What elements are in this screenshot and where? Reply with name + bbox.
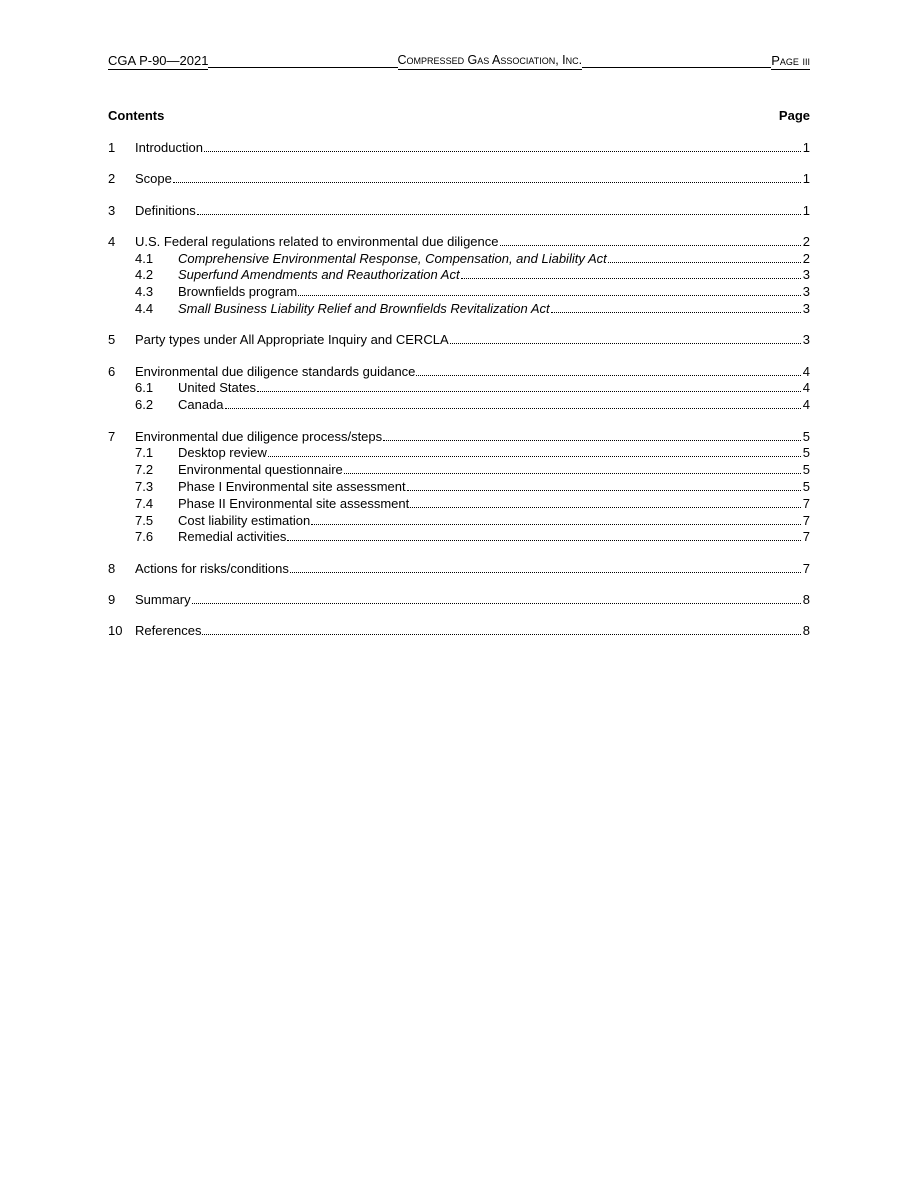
- dot-leader: [225, 397, 801, 409]
- section-title: Small Business Liability Relief and Brownfields Revitalization Act: [178, 301, 550, 317]
- section-page-number: 1: [802, 171, 810, 187]
- section-title: Introduction: [135, 140, 203, 155]
- toc-section-group: [108, 592, 810, 609]
- section-page-number: 7: [802, 529, 810, 545]
- section-page-number: 7: [802, 495, 810, 511]
- dot-leader: [268, 445, 801, 457]
- dot-leader: [204, 140, 801, 152]
- toc-subentry[interactable]: [108, 267, 810, 284]
- section-title: Environmental due diligence standards guidance: [135, 363, 416, 379]
- page-number: Page iii: [771, 53, 810, 68]
- page-column-heading: Page: [778, 108, 810, 123]
- section-title: Comprehensive Environmental Response, Compensation, and Liability Act: [178, 250, 607, 266]
- section-page-number: 7: [802, 512, 810, 528]
- contents-heading: Contents: [108, 108, 165, 123]
- toc-section-group: [108, 561, 810, 578]
- section-number: 6: [108, 363, 116, 379]
- section-page-number: 1: [802, 140, 810, 155]
- toc-subentry[interactable]: [108, 496, 810, 513]
- section-title: United States: [178, 380, 257, 396]
- toc-subentry[interactable]: [108, 529, 810, 546]
- toc-section-group: [108, 140, 810, 157]
- section-page-number: 7: [802, 560, 810, 576]
- page-header: [108, 54, 810, 70]
- toc-entry[interactable]: [108, 332, 810, 349]
- section-number: 8: [108, 560, 116, 576]
- section-number: 7.2: [135, 462, 154, 478]
- section-title: Remedial activities: [178, 529, 287, 545]
- section-title: Scope: [135, 171, 172, 187]
- contents-heading-row: [108, 108, 810, 123]
- toc-entry[interactable]: [108, 592, 810, 609]
- section-page-number: 5: [802, 428, 810, 444]
- section-number: 2: [108, 171, 116, 187]
- dot-leader: [461, 267, 801, 279]
- section-title: Cost liability estimation: [178, 512, 311, 528]
- document-code: CGA P-90—2021: [108, 53, 209, 68]
- toc-section-group: [108, 171, 810, 188]
- dot-leader: [551, 301, 801, 313]
- section-number: 6.1: [135, 380, 154, 396]
- toc-entry[interactable]: [108, 561, 810, 578]
- toc-subentry[interactable]: [108, 445, 810, 462]
- section-number: 4.1: [135, 250, 154, 266]
- section-number: 7.5: [135, 512, 154, 528]
- toc-subentry[interactable]: [108, 284, 810, 301]
- toc-section-group: [108, 203, 810, 220]
- toc-subentry[interactable]: [108, 301, 810, 318]
- section-page-number: 3: [802, 332, 810, 348]
- dot-leader: [257, 380, 801, 392]
- toc-section-group: [108, 623, 810, 640]
- section-title: Desktop review: [178, 445, 267, 461]
- section-title: Environmental questionnaire: [178, 462, 343, 478]
- dot-leader: [290, 561, 801, 573]
- section-number: 10: [108, 623, 123, 639]
- section-page-number: 5: [802, 445, 810, 461]
- header-rule: [208, 53, 397, 68]
- toc-subentry[interactable]: [108, 479, 810, 496]
- dot-leader: [202, 623, 801, 635]
- toc-entry[interactable]: [108, 234, 810, 251]
- section-title: References: [135, 623, 202, 639]
- dot-leader: [192, 592, 801, 604]
- publisher-name: Compressed Gas Association, Inc.: [398, 53, 583, 70]
- toc-entry[interactable]: [108, 171, 810, 188]
- section-title: Definitions: [135, 202, 196, 218]
- section-page-number: 3: [802, 301, 810, 317]
- section-number: 1: [108, 140, 116, 155]
- header-rule: [582, 53, 771, 68]
- section-page-number: 4: [802, 363, 810, 379]
- toc-subentry[interactable]: [108, 397, 810, 414]
- section-number: 4.4: [135, 301, 154, 317]
- dot-leader: [410, 496, 801, 508]
- section-page-number: 8: [802, 623, 810, 639]
- section-title: Party types under All Appropriate Inquiry and CERCLA: [135, 332, 449, 348]
- section-title: Actions for risks/conditions: [135, 560, 289, 576]
- section-number: 4.3: [135, 284, 154, 300]
- section-number: 7.4: [135, 495, 154, 511]
- section-title: Phase I Environmental site assessment: [178, 478, 406, 494]
- section-number: 5: [108, 332, 116, 348]
- section-title: Superfund Amendments and Reauthorization Act: [178, 267, 460, 283]
- section-page-number: 1: [802, 202, 810, 218]
- section-title: Environmental due diligence process/steps: [135, 428, 383, 444]
- section-page-number: 5: [802, 478, 810, 494]
- toc-section-group: [108, 429, 810, 547]
- dot-leader: [287, 529, 801, 541]
- dot-leader: [311, 513, 801, 525]
- toc-subentry[interactable]: [108, 251, 810, 268]
- dot-leader: [407, 479, 801, 491]
- section-page-number: 5: [802, 462, 810, 478]
- section-page-number: 3: [802, 284, 810, 300]
- section-number: 9: [108, 591, 116, 607]
- section-title: Summary: [135, 591, 191, 607]
- section-number: 7.1: [135, 445, 154, 461]
- section-number: 4: [108, 233, 116, 249]
- toc-entry[interactable]: [108, 623, 810, 640]
- toc-entry[interactable]: [108, 429, 810, 446]
- toc-entry[interactable]: [108, 364, 810, 381]
- toc-subentry[interactable]: [108, 462, 810, 479]
- toc-subentry[interactable]: [108, 380, 810, 397]
- section-number: 3: [108, 202, 116, 218]
- toc-section-group: [108, 364, 810, 414]
- section-number: 7: [108, 428, 116, 444]
- toc-subentry[interactable]: [108, 513, 810, 530]
- dot-leader: [608, 251, 801, 263]
- section-title: Brownfields program: [178, 284, 298, 300]
- dot-leader: [500, 234, 802, 246]
- section-page-number: 8: [802, 591, 810, 607]
- section-page-number: 4: [802, 380, 810, 396]
- toc-section-group: [108, 234, 810, 318]
- section-number: 7.6: [135, 529, 154, 545]
- dot-leader: [383, 429, 801, 441]
- dot-leader: [173, 171, 801, 183]
- toc-section-group: [108, 332, 810, 349]
- table-of-contents: [108, 140, 810, 655]
- section-page-number: 2: [802, 250, 810, 266]
- dot-leader: [344, 462, 801, 474]
- dot-leader: [298, 284, 801, 296]
- toc-entry[interactable]: [108, 203, 810, 220]
- section-number: 7.3: [135, 478, 154, 494]
- section-title: Canada: [178, 397, 224, 413]
- section-number: 4.2: [135, 267, 154, 283]
- dot-leader: [197, 203, 801, 215]
- section-title: Phase II Environmental site assessment: [178, 495, 410, 511]
- dot-leader: [450, 332, 801, 344]
- dot-leader: [416, 364, 801, 376]
- section-title: U.S. Federal regulations related to environmental due diligence: [135, 233, 499, 249]
- section-number: 6.2: [135, 397, 154, 413]
- toc-entry[interactable]: [108, 140, 810, 157]
- section-page-number: 4: [802, 397, 810, 413]
- section-page-number: 3: [802, 267, 810, 283]
- section-page-number: 2: [802, 233, 810, 249]
